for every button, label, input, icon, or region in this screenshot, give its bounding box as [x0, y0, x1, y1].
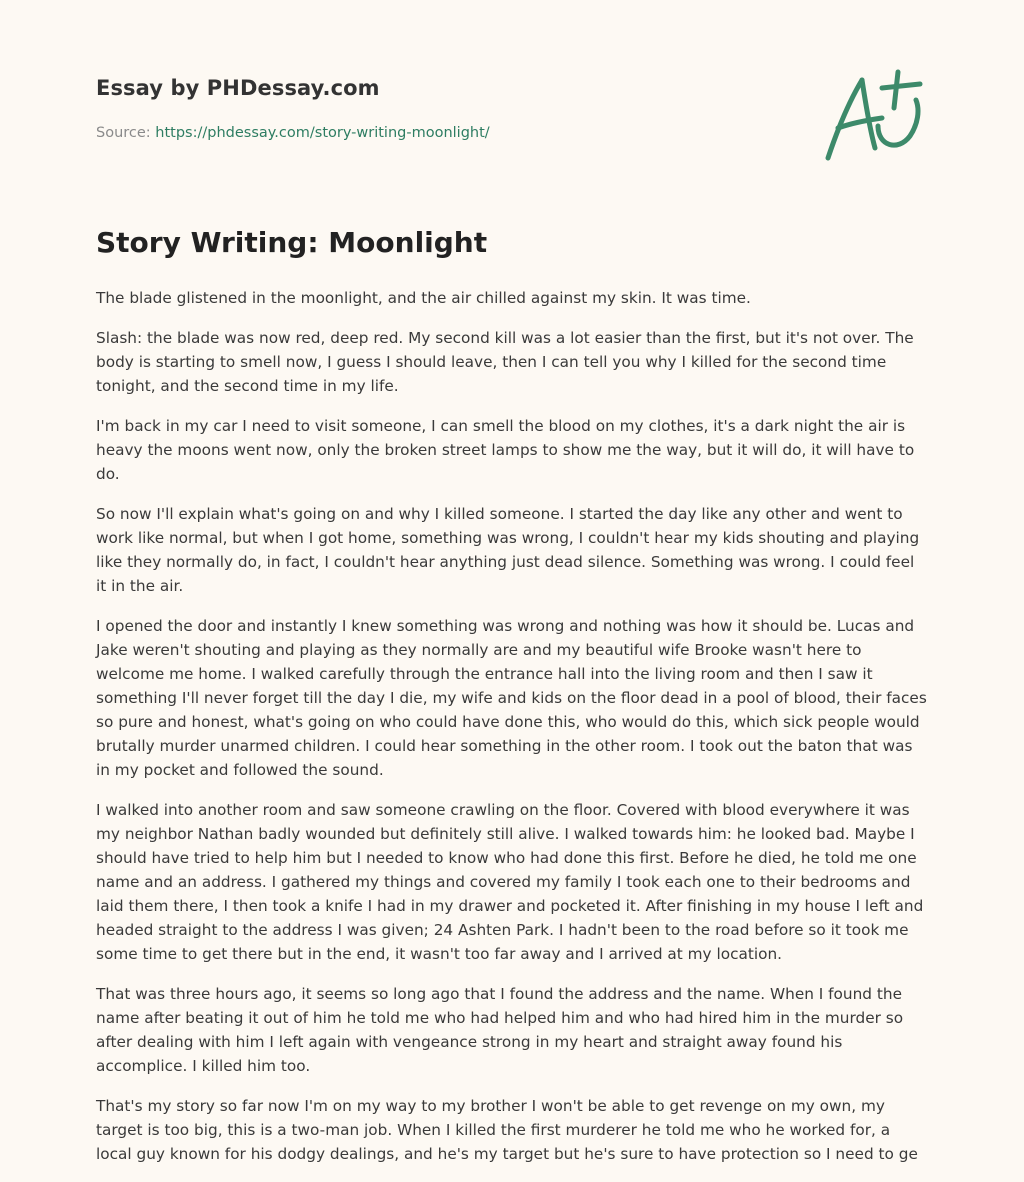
- header-brand: Essay by PHDessay.com: [96, 76, 380, 100]
- source-line: [96, 125, 490, 141]
- essay-paragraph: I'm back in my car I need to visit someone, I can smell the blood on my clothes, it's a dark night the air is heavy the moons went now, only the broken street lamps to show me the way, but it will do, it will have to do.: [96, 417, 915, 483]
- essay-paragraph: So now I'll explain what's going on and why I killed someone. I started the day like any other and went to work like normal, but when I got home, something was wrong, I couldn't hear my kids shouting and playing like they normally do, in fact, I couldn't hear anything just dead silence. Something was wrong. I could feel it in the air.: [96, 505, 920, 595]
- essay-paragraph: That's my story so far now I'm on my way to my brother I won't be able to get revenge on my own, my target is too big, this is a two-man job. When I killed the first murderer he told me who he worked for, a local guy known for his dodgy dealings, and he's my target but he's sure to have protection so I need to ge: [96, 1097, 918, 1163]
- essay-paragraph: I walked into another room and saw someone crawling on the floor. Covered with blood everywhere it was my neighbor Nathan badly wounded but definitely still alive. I walked towards him: he looked bad. Maybe I should have tried to help him but I needed to know who had done this first. Before he died, he told me one name and an address. I gathered my things and covered my family I took each one to their bedrooms and laid them there, I then took a knife I had in my drawer and pocketed it. After finishing in my house I left and headed straight to the address I was given; 24 Ashten Park. I hadn't been to the road before so it took me some time to get there but in the end, it wasn't too far away and I arrived at my location.: [96, 801, 924, 963]
- source-link[interactable]: https://phdessay.com/story-writing-moonlight/: [155, 125, 490, 141]
- essay-paragraph: Slash: the blade was now red, deep red. My second kill was a lot easier than the first, but it's not over. The body is starting to smell now, I guess I should leave, then I can tell you why I killed for the second time tonight, and the second time in my life.: [96, 329, 914, 395]
- source-label: Source:: [96, 125, 151, 141]
- essay-body: [96, 286, 928, 1182]
- a-plus-logo-icon: [820, 66, 930, 166]
- essay-title: Story Writing: Moonlight: [96, 226, 488, 259]
- essay-paragraph: I opened the door and instantly I knew something was wrong and nothing was how it should be. Lucas and Jake weren't shouting and playing as they normally are and my beautiful wife Brooke wasn't here to welcome me home. I walked carefully through the entrance hall into the living room and then I saw it something I'll never forget till the day I die, my wife and kids on the floor dead in a pool of blood, their faces so pure and honest, what's going on who could have done this, who would do this, which sick people would brutally murder unarmed children. I could hear something in the other room. I took out the baton that was in my pocket and followed the sound.: [96, 617, 927, 779]
- essay-paragraph: The blade glistened in the moonlight, and the air chilled against my skin. It was time.: [96, 289, 751, 307]
- essay-paragraph: That was three hours ago, it seems so long ago that I found the address and the name. When I found the name after beating it out of him he told me who had helped him and who had hired him in the murder so after dealing with him I left again with vengeance strong in my heart and straight away found his accomplice. I killed him too.: [96, 985, 904, 1075]
